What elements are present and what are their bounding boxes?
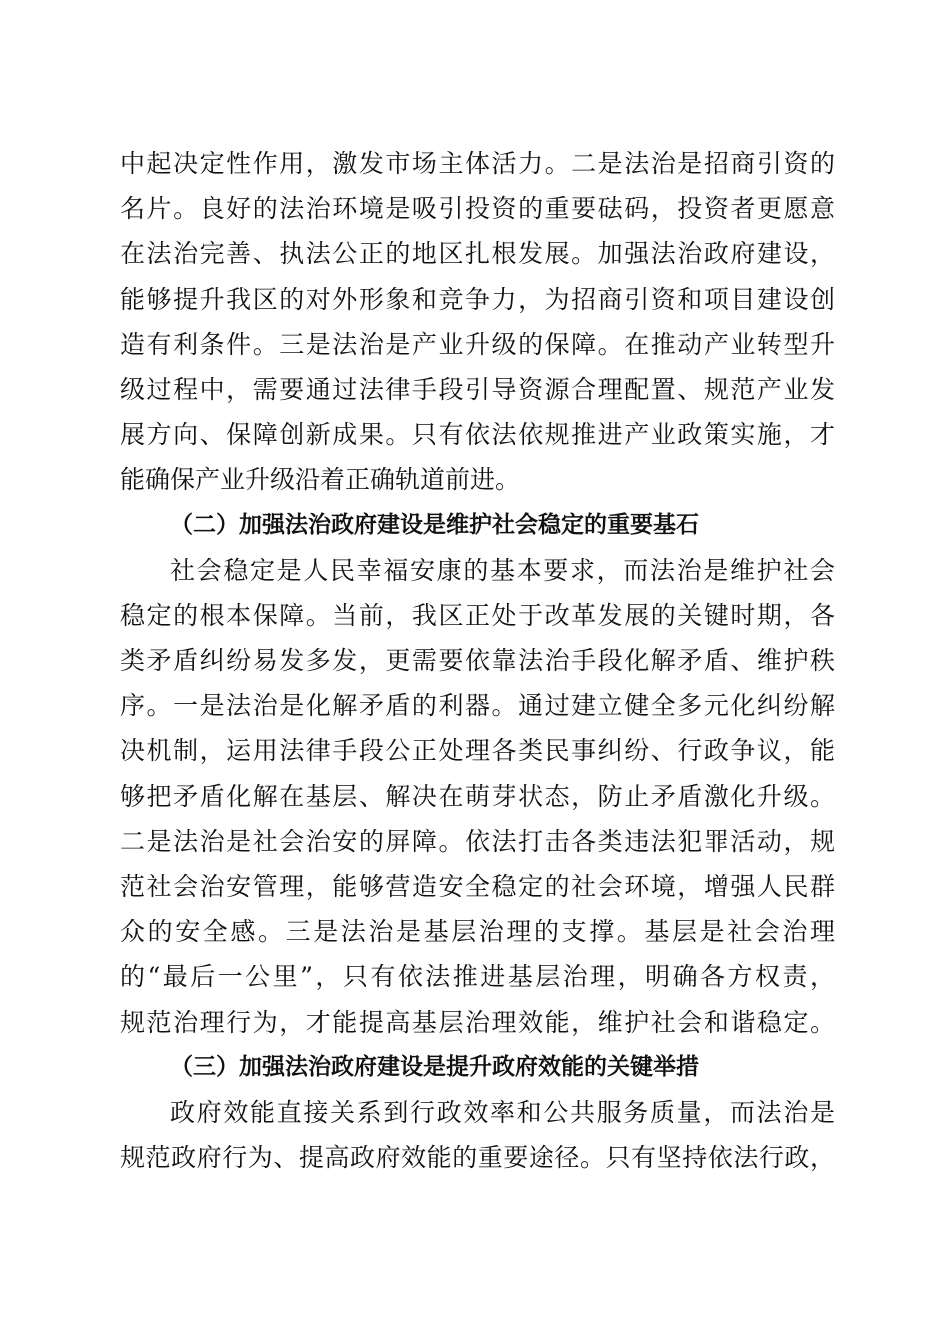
text-line: 规范政府行为、提高政府效能的重要途径。只有坚持依法行政， (120, 1143, 835, 1173)
text-line: 决机制，运用法律手段公正处理各类民事纠纷、行政争议，能 (120, 736, 835, 766)
text-line: 范社会治安管理，能够营造安全稳定的社会环境，增强人民群 (120, 872, 835, 901)
text-line: 在法治完善、执法公正的地区扎根发展。加强法治政府建设， (120, 239, 835, 269)
text-line: 中起决定性作用，激发市场主体活力。二是法治是招商引资的 (120, 149, 835, 178)
text-line: 展方向、保障创新成果。只有依法依规推进产业政策实施，才 (120, 420, 835, 450)
text-line: 的“最后一公里”，只有依法推进基层治理，明确各方权责， (120, 962, 835, 992)
section-heading-social-stability: （二）加强法治政府建设是维护社会稳定的重要基石 (170, 511, 699, 538)
text-line: 政府效能直接关系到行政效率和公共服务质量，而法治是 (170, 1097, 835, 1127)
text-line: 级过程中，需要通过法律手段引导资源合理配置、规范产业发 (120, 374, 835, 404)
text-line: 众的安全感。三是法治是基层治理的支撑。基层是社会治理 (120, 917, 835, 947)
section-heading-government-efficiency: （三）加强法治政府建设是提升政府效能的关键举措 (170, 1053, 699, 1080)
paragraph-social-stability (120, 548, 835, 1045)
text-line: 能确保产业升级沿着正确轨道前进。 (120, 465, 521, 495)
text-line: 造有利条件。三是法治是产业升级的保障。在推动产业转型升 (120, 329, 835, 359)
text-line: 规范治理行为，才能提高基层治理效能，维护社会和谐稳定。 (120, 1007, 835, 1037)
document-body (120, 141, 835, 1180)
text-line: 社会稳定是人民幸福安康的基本要求，而法治是维护社会 (170, 555, 835, 585)
text-line: 序。一是法治是化解矛盾的利器。通过建立健全多元化纠纷解 (120, 691, 835, 721)
text-line: 稳定的根本保障。当前，我区正处于改革发展的关键时期，各 (120, 600, 835, 630)
paragraph-economic-development (120, 141, 835, 503)
text-line: 类矛盾纠纷易发多发，更需要依靠法治手段化解矛盾、维护秩 (120, 646, 835, 676)
text-line: 名片。良好的法治环境是吸引投资的重要砝码，投资者更愿意 (120, 194, 835, 224)
text-line: 二是法治是社会治安的屏障。依法打击各类违法犯罪活动，规 (120, 826, 835, 856)
text-line: 够把矛盾化解在基层、解决在萌芽状态，防止矛盾激化升级。 (120, 781, 835, 811)
paragraph-government-efficiency (120, 1090, 835, 1180)
text-line: 能够提升我区的对外形象和竞争力，为招商引资和项目建设创 (120, 284, 835, 314)
